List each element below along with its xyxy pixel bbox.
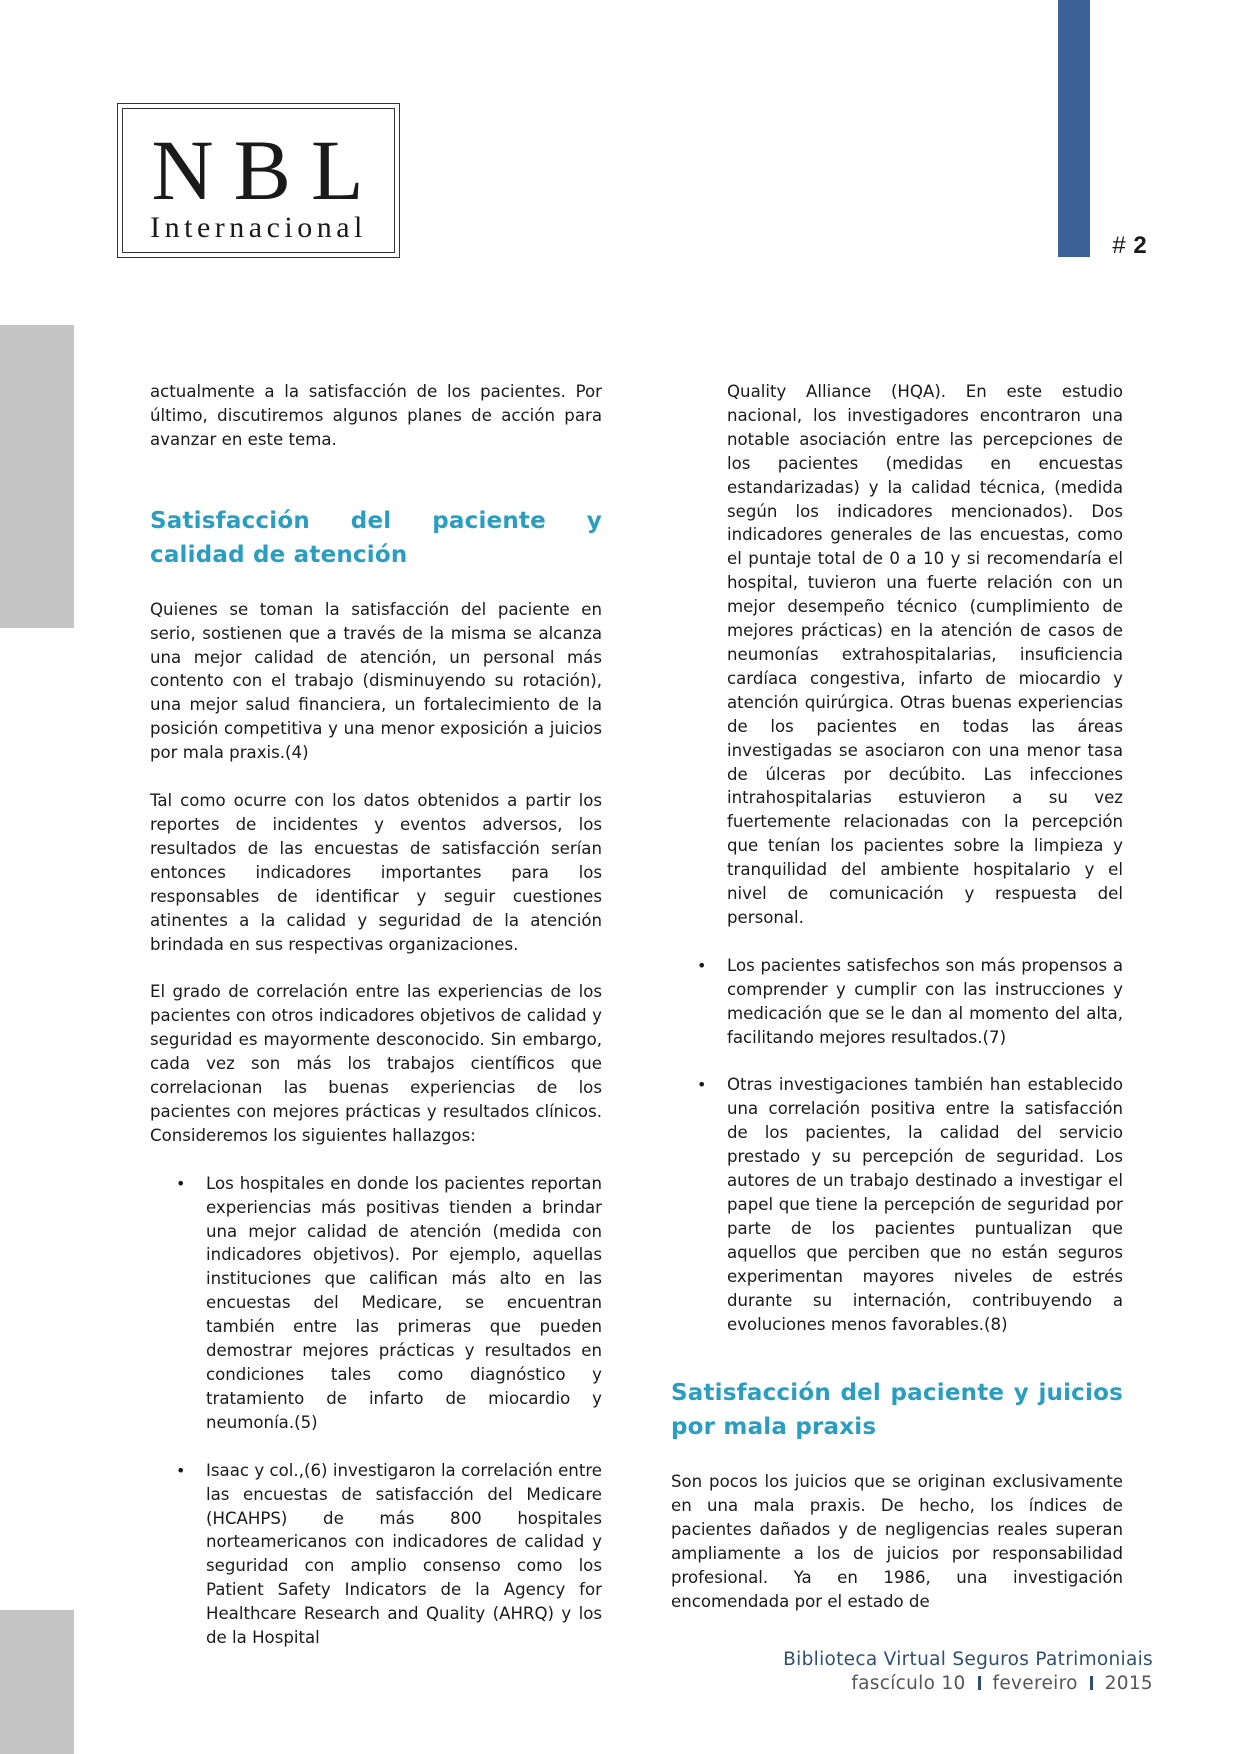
footer-title: Biblioteca Virtual Seguros Patrimoniais [783,1649,1153,1670]
list-item [150,1172,602,1435]
page-number [1112,232,1147,260]
paragraph-1: Quienes se toman la satisfacción del paciente en serio, sostienen que a través de la misma se alcanza una mejor calidad de atención, un personal más contento con el trabajo (disminuyendo su rotación), una mejor salud financiera, un fortalecimiento de la posición competitiva y una menor exposición a juicios por mala praxis.(4) [150,599,602,763]
page-number-value: 2 [1133,232,1147,259]
footer [783,1648,1153,1696]
spacer [150,765,602,789]
spacer [671,930,1123,954]
section-heading-mala-praxis: Satisfacción del paciente y juicios por mala praxis [671,1380,1123,1441]
spacer [671,1336,1123,1376]
bullet-icon: • [697,955,707,975]
spacer [150,1435,602,1459]
spacer [671,1444,1123,1470]
list-item-text: Quality Alliance (HQA). En este estudio nacional, los investigadores encontraron una notable asociación entre las percepciones de los pacientes (medidas en encuestas estandarizadas) y la calidad técnica, (medida según los indicadores mencionados). Dos indicadores generales de las encuestas, como el puntaje total de 0 a 10 y si recomendaría el hospital, tuvieron una fuerte relación con un mejor desempeño técnico (cumplimiento de mejores prácticas) en la atención de casos de neumonías extrahospitalarias, insuficiencia cardíaca congestiva, infarto de miocardio y atención quirúrgica. Otras buenas experiencias de los pacientes en todas las áreas investigadas se asociaron con una menor tasa de úlceras por decúbito. Las infecciones intrahospitalarias estuvieron a su vez fuertemente relacionadas con la percepción que tenían los pacientes sobre la limpieza y tranquilidad del ambiente hospitalario y el nivel de comunicación y respuesta del personal. [727,382,1123,927]
footer-issue: fascículo 10 [851,1673,966,1694]
page-number-hash: # [1112,232,1126,259]
left-column [150,380,602,1650]
nbl-logo [117,103,400,258]
findings-list-left [150,1172,602,1650]
bullet-icon: • [176,1173,186,1193]
list-item-text: Los pacientes satisfechos son más propensos a comprender y cumplir con las instrucciones y medicación que se le dan al momento del alta, facilitando mejores resultados.(7) [727,955,1123,1047]
footer-separator [1090,1676,1093,1690]
intro-paragraph: actualmente a la satisfacción de los pacientes. Por último, discutiremos algunos planes de acción para avanzar en este tema. [150,382,602,449]
bullet-icon: • [697,1075,707,1095]
side-decoration-bar-top [0,325,74,628]
section-heading-calidad: Satisfacción del paciente y calidad de atención [150,507,602,568]
spacer [150,572,602,598]
list-item-text: Los hospitales en donde los pacientes reportan experiencias más positivas tienden a brindar una mejor calidad de atención (medida con indicadores objetivos). Por ejemplo, aquellas instituciones que califican más alto en las encuestas del Medicare, se encuentran también entre las primeras que pueden demostrar mejores prácticas y resultados en condiciones tales como diagnóstico y tratamiento de infarto de miocardio y neumonía.(5) [206,1173,602,1432]
spacer [150,1148,602,1172]
bullet-icon: • [176,1460,186,1480]
header-blue-bar [1058,0,1090,257]
findings-list-right-continuation [671,380,1123,1336]
paragraph-mala-praxis: Son pocos los juicios que se originan exclusivamente en una mala praxis. De hecho, los índices de pacientes dañados y de negligencias reales superan ampliamente a los de juicios por responsabilidad profesional. Ya en 1986, una investigación encomendada por el estado de [671,1472,1123,1611]
footer-separator [978,1676,981,1690]
paragraph-3: El grado de correlación entre las experiencias de los pacientes con otros indicadores objetivos de calidad y seguridad es mayormente desconocido. Sin embargo, cada vez son más los trabajos científicos que correlacionan las buenas experiencias de los pacientes con mejores prácticas y resultados clínicos. Consideremos los siguientes hallazgos: [150,982,602,1145]
list-item-text: Otras investigaciones también han establecido una correlación positiva entre la satisfacción de los pacientes, la calidad del servicio prestado y su percepción de seguridad. Los autores de un trabajo destinado a investigar el papel que tiene la percepción de seguridad por parte de los pacientes puntualizan que aquellos que perciben que no están seguros experimentan mayores niveles de estrés durante su internación, contribuyendo a evoluciones menos favorables.(8) [727,1075,1123,1334]
list-item [150,1459,602,1650]
footer-year: 2015 [1104,1673,1153,1694]
list-item-continuation [671,380,1123,930]
logo-nbl-text: NBL [151,122,384,218]
spacer [671,1049,1123,1073]
list-item [671,954,1123,1050]
logo-inner-frame [122,108,395,253]
spacer [150,452,602,504]
list-item [671,1073,1123,1336]
side-decoration-bar-bottom [0,1610,74,1754]
footer-month: fevereiro [992,1673,1078,1694]
footer-meta [783,1672,1153,1696]
logo-internacional-text: Internacional [150,211,367,244]
list-item-text: Isaac y col.,(6) investigaron la correlación entre las encuestas de satisfacción del Medicare (HCAHPS) de más 800 hospitales norteamericanos con indicadores de calidad y seguridad con amplio consenso como los Patient Safety Indicators de la Agency for Healthcare Research and Quality (AHRQ) y los de la Hospital [206,1460,602,1648]
right-column [671,380,1123,1614]
spacer [150,956,602,980]
paragraph-2: Tal como ocurre con los datos obtenidos a partir los reportes de incidentes y eventos adversos, los resultados de las encuestas de satisfacción serían entonces indicadores importantes para los responsables de identificar y seguir cuestiones atinentes a la calidad y seguridad de la atención brindada en sus respectivas organizaciones. [150,791,602,954]
